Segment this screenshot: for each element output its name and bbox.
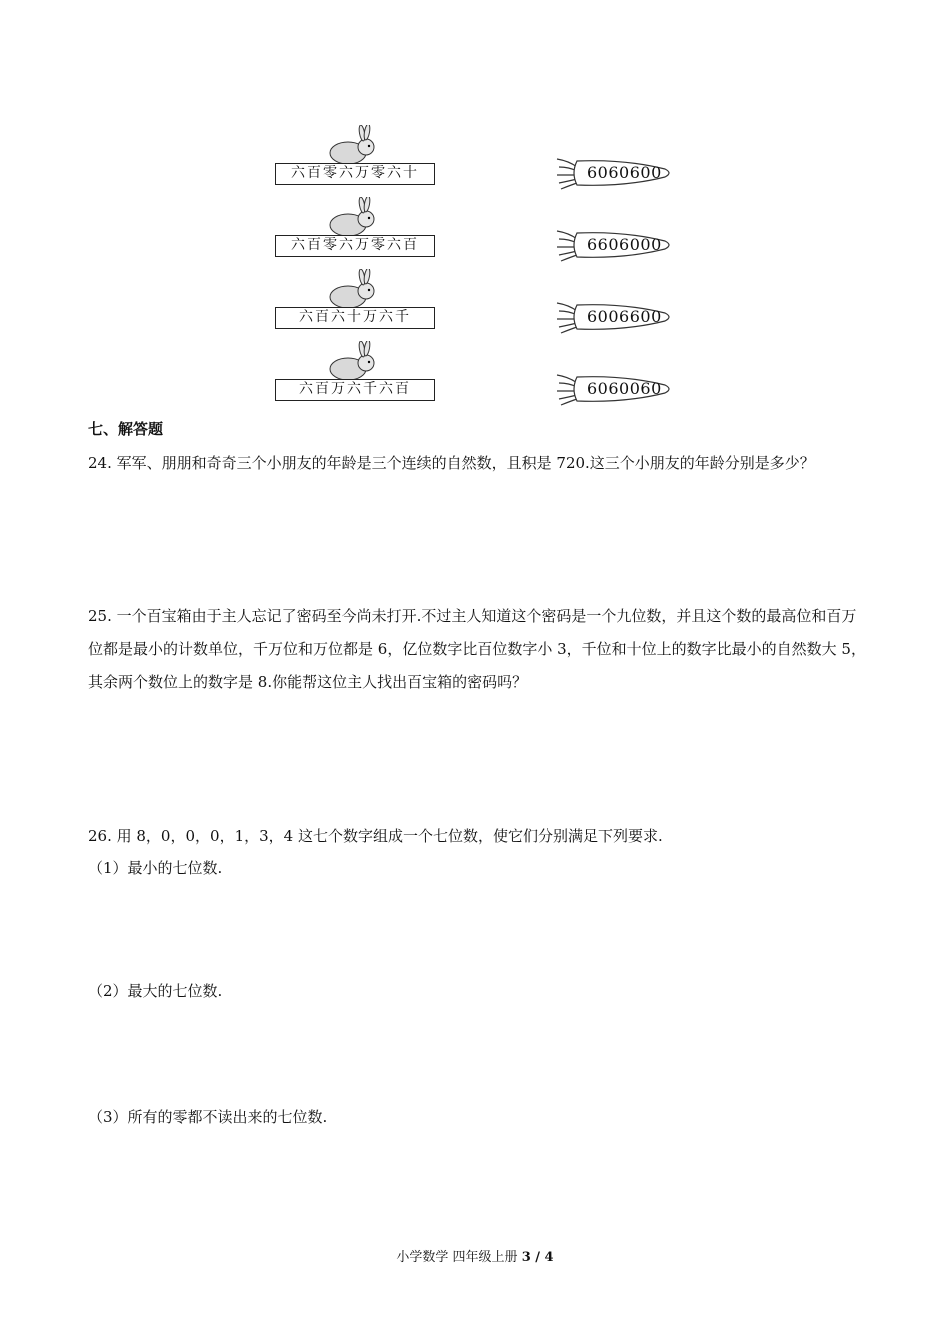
- number-value: 6006600: [587, 307, 662, 326]
- number-value: 6060060: [587, 379, 662, 398]
- question-24: 24. 军军、朋朋和奇奇三个小朋友的年龄是三个连续的自然数，且积是 720.这三个小朋友的年龄分别是多少？: [88, 454, 815, 472]
- number-word-label: 六百万六千六百: [275, 379, 435, 401]
- question-26-part-1: （1）最小的七位数.: [88, 859, 223, 877]
- carrot-card-1[interactable]: [555, 153, 675, 193]
- number-value: 6606000: [587, 235, 662, 254]
- rabbit-card-1[interactable]: [270, 125, 440, 195]
- carrot-card-3[interactable]: [555, 297, 675, 337]
- rabbit-icon: [322, 197, 384, 237]
- rabbit-icon: [322, 341, 384, 381]
- number-word-label: 六百零六万零六百: [275, 235, 435, 257]
- rabbit-card-2[interactable]: [270, 197, 440, 267]
- carrot-card-4[interactable]: [555, 369, 675, 409]
- matching-exercise: [270, 125, 690, 410]
- footer-subject: 小学数学 四年级上册: [396, 1250, 522, 1265]
- rabbit-card-3[interactable]: [270, 269, 440, 339]
- rabbit-icon: [322, 269, 384, 309]
- page-footer: [0, 1246, 950, 1265]
- page-number: 3 / 4: [521, 1250, 554, 1265]
- rabbit-icon: [322, 125, 384, 165]
- question-26-part-3: （3）所有的零都不读出来的七位数.: [88, 1108, 328, 1126]
- number-word-label: 六百六十万六千: [275, 307, 435, 329]
- section-heading: 七、解答题: [88, 420, 164, 438]
- question-25: 25. 一个百宝箱由于主人忘记了密码至今尚未打开.不过主人知道这个密码是一个九位数，并且这个数的最高位和百万位都是最小的计数单位，千万位和万位都是 6，亿位数字比百位数字小 3，千位和十位上的数字比最小的自然数大 5，其余两个数位上的数字是 8.你能帮这位主人找出百宝箱的密码吗？: [88, 607, 866, 691]
- question-26-part-2: （2）最大的七位数.: [88, 982, 223, 1000]
- number-word-label: 六百零六万零六十: [275, 163, 435, 185]
- carrot-card-2[interactable]: [555, 225, 675, 265]
- rabbit-card-4[interactable]: [270, 341, 440, 411]
- number-value: 6060600: [587, 163, 662, 182]
- question-26: 26. 用 8，0，0，0，1，3，4 这七个数字组成一个七位数，使它们分别满足下列要求.: [88, 827, 663, 845]
